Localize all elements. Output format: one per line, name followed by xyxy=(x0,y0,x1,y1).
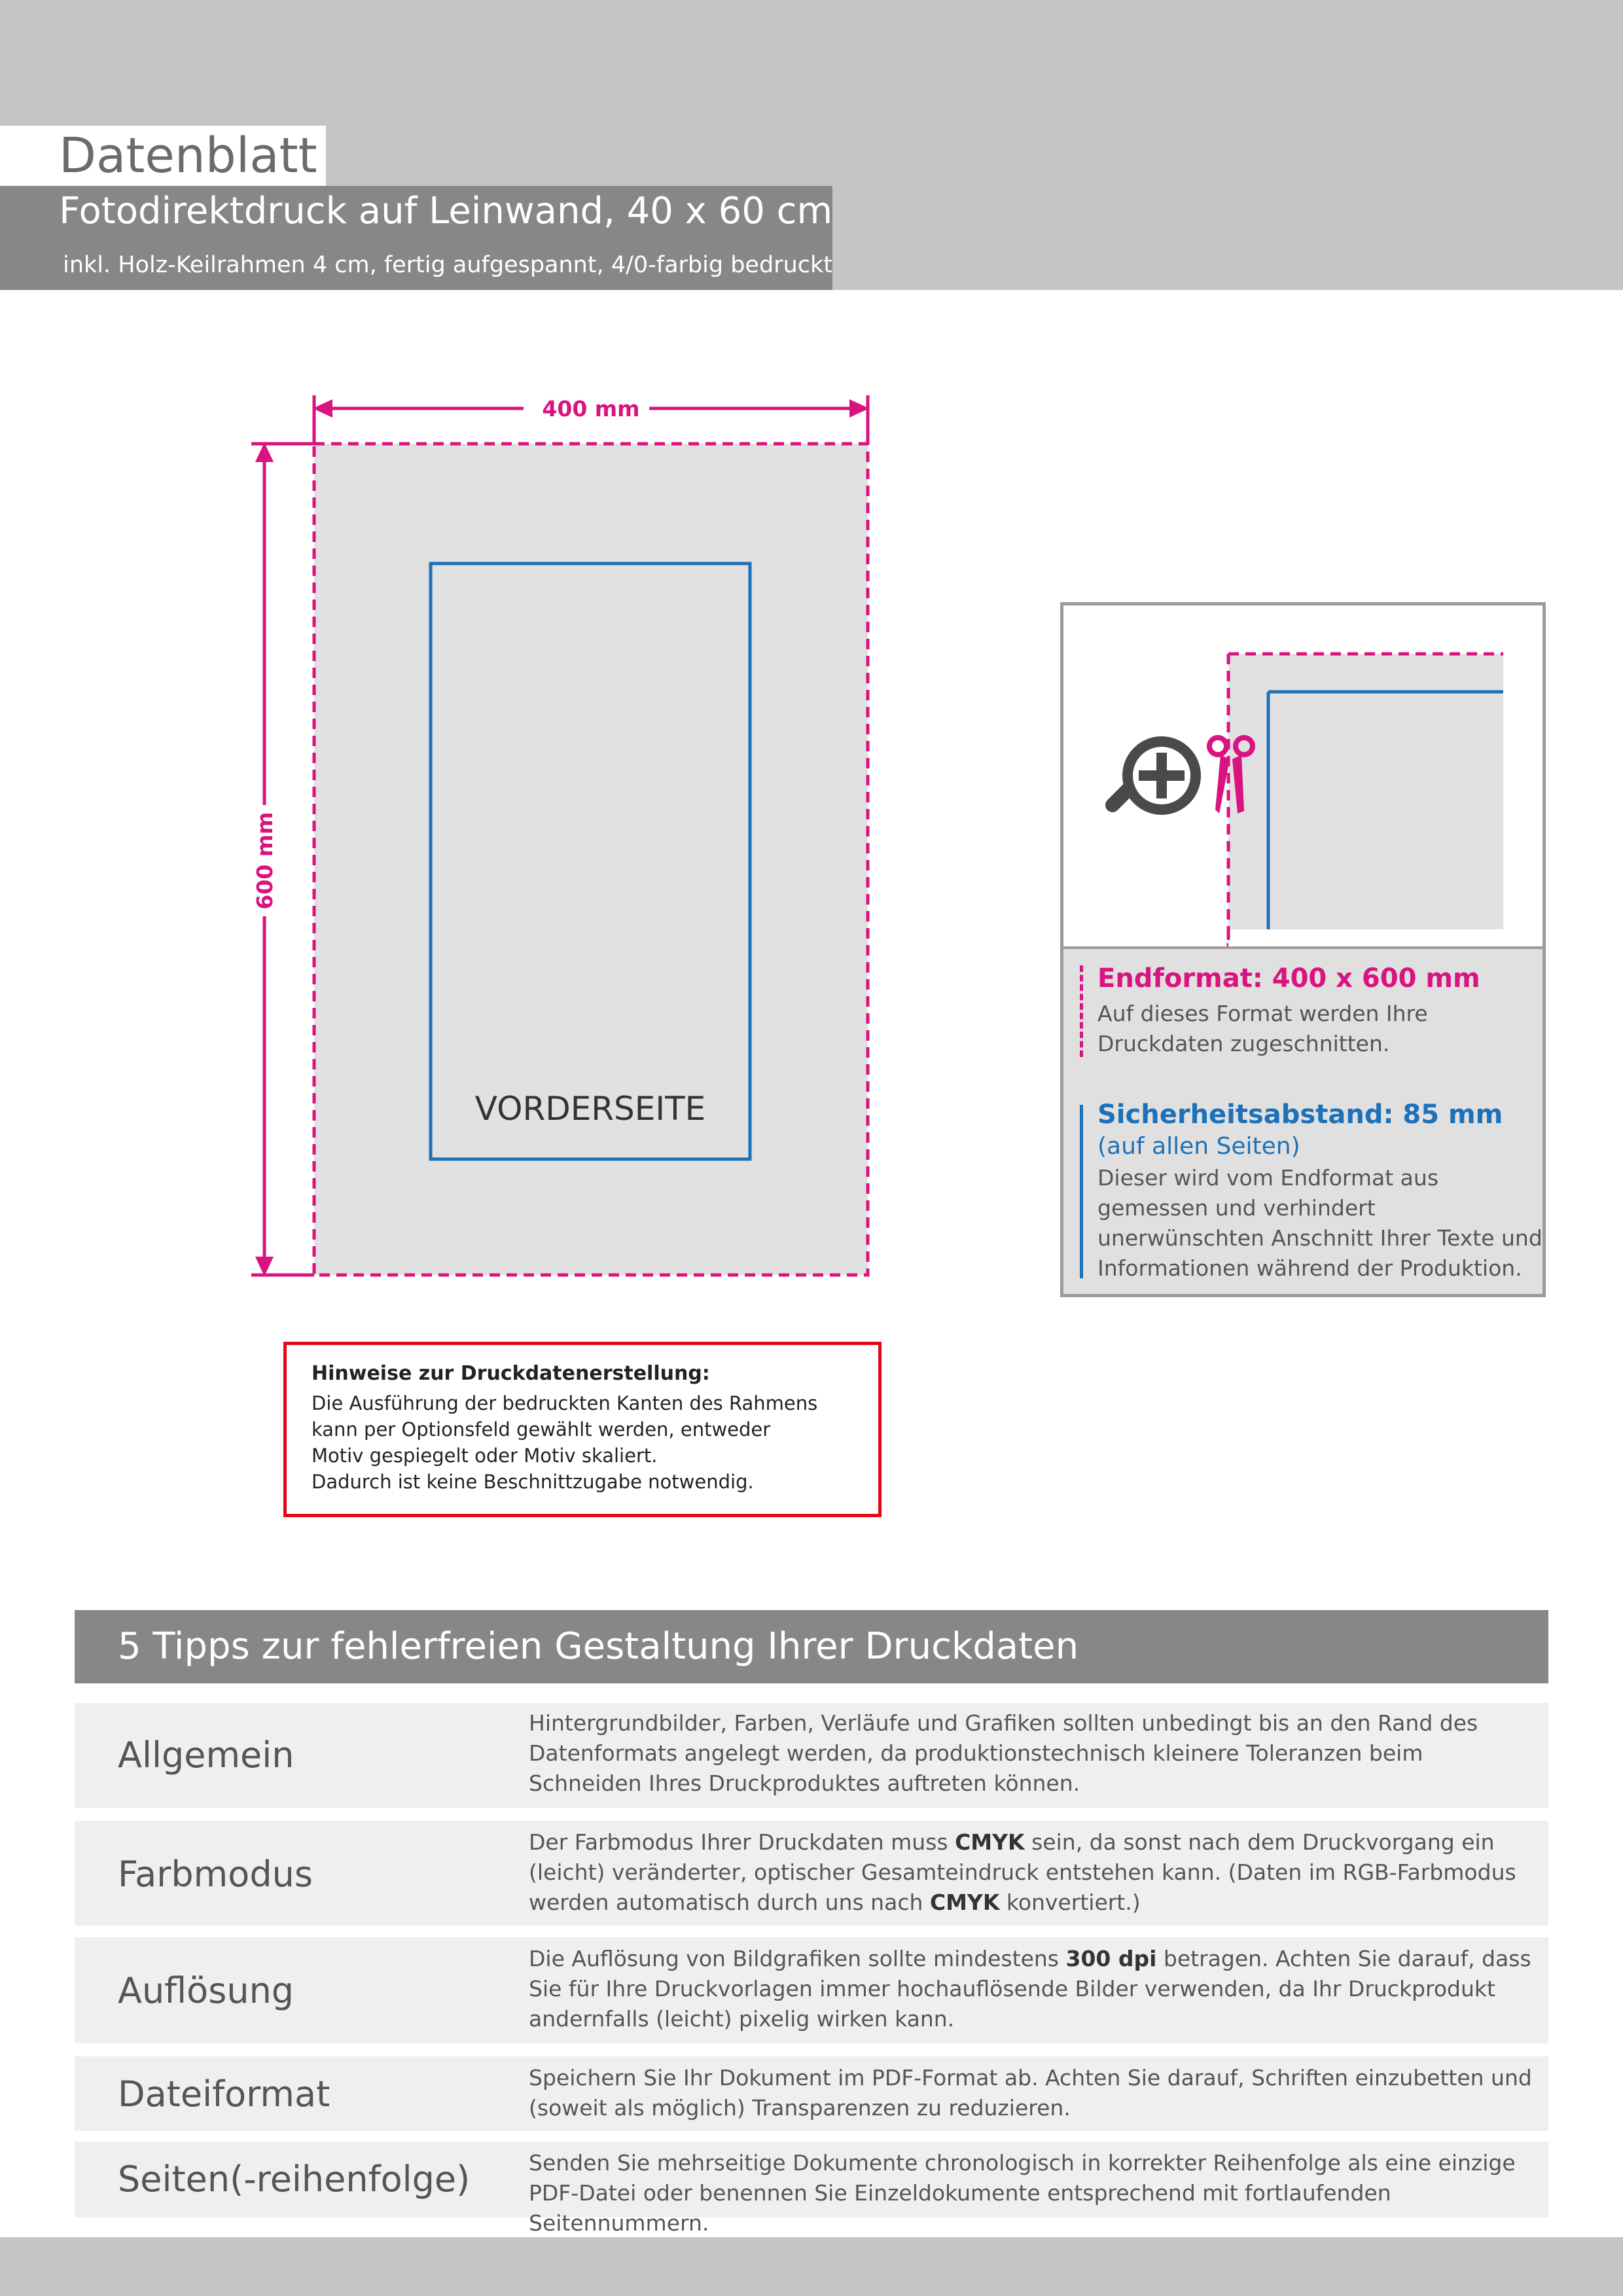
tip-text: Speichern Sie Ihr Dokument im PDF-Format ab. Achten Sie darauf, Schriften einzubetten und (soweit als möglich) Transparenzen zu reduzieren. xyxy=(529,2065,1532,2121)
safety-text: Dieser wird vom Endformat aus gemessen und verhindert unerwünschten Anschnitt Ihrer Texte und Informationen während der Produktion. xyxy=(1097,1165,1543,1281)
end-format-legend-bar xyxy=(1080,965,1083,1057)
page-subtitle: inkl. Holz-Keilrahmen 4 cm, fertig aufgespannt, 4/0-farbig bedruckt xyxy=(63,252,832,278)
tip-text: Die Auflösung von Bildgrafiken sollte mindestens 300 dpi betragen. Achten Sie darauf, dass Sie für Ihre Druckvorlagen immer hochauflösende Bilder verwenden, da Ihr Druckprodukt andernfalls (leicht) pixelig wirken kann. xyxy=(529,1946,1531,2032)
format-diagram xyxy=(0,367,916,1296)
hint-box xyxy=(283,1342,882,1517)
zoom-in-icon xyxy=(1113,742,1196,810)
cmyk-emphasis: CMYK xyxy=(929,1890,1000,1915)
end-format-area xyxy=(314,444,868,1275)
tips-title: 5 Tipps zur fehlerfreien Gestaltung Ihrer Druckdaten xyxy=(118,1625,1079,1668)
tip-row-seiten xyxy=(75,2142,1548,2236)
side-label: VORDERSEITE xyxy=(474,1090,706,1128)
tip-text: Hintergrundbilder, Farben, Verläufe und Grafiken sollten unbedingt bis an den Rand des Datenformats angelegt werden, da produktionstechnisch kleinere Toleranzen beim Schneiden Ihres Druckproduktes auftreten können. xyxy=(529,1710,1478,1796)
doc-label: Datenblatt xyxy=(59,128,317,184)
hint-line: Dadurch ist keine Beschnittzugabe notwendig. xyxy=(312,1471,754,1493)
end-format-title: Endformat: 400 x 600 mm xyxy=(1097,963,1480,994)
page-title: Fotodirektdruck auf Leinwand, 40 x 60 cm xyxy=(59,190,832,232)
height-label: 600 mm xyxy=(252,812,277,910)
tip-row-dateiformat xyxy=(75,2056,1548,2131)
width-label: 400 mm xyxy=(542,396,640,422)
bottom-band xyxy=(0,2237,1623,2296)
tip-label: Allgemein xyxy=(118,1734,294,1776)
tip-label: Dateiformat xyxy=(118,2073,330,2115)
safety-subtitle: (auf allen Seiten) xyxy=(1097,1133,1300,1160)
dpi-emphasis: 300 dpi xyxy=(1065,1946,1157,1971)
hint-line: Die Ausführung der bedruckten Kanten des Rahmens xyxy=(312,1392,818,1414)
hint-line: kann per Optionsfeld gewählt werden, entweder xyxy=(312,1418,771,1441)
cmyk-emphasis: CMYK xyxy=(955,1829,1025,1855)
zoom-detail-graphic xyxy=(1063,605,1543,946)
tip-label: Farbmodus xyxy=(118,1854,313,1895)
end-format-text: Auf dieses Format werden Ihre Druckdaten zugeschnitten. xyxy=(1097,1001,1428,1056)
safety-title: Sicherheitsabstand: 85 mm xyxy=(1097,1100,1503,1130)
tip-row-farbmodus xyxy=(75,1821,1548,1926)
zoom-divider xyxy=(1063,946,1543,949)
hint-line: Motiv gespiegelt oder Motiv skaliert. xyxy=(312,1444,658,1467)
safety-legend-bar xyxy=(1080,1105,1083,1278)
tip-label: Seiten(-reihenfolge) xyxy=(118,2159,471,2200)
tip-text: Der Farbmodus Ihrer Druckdaten muss CMYK sein, da sonst nach dem Druckvorgang ein (leicht) veränderter, optischer Gesamteindruck entstehen kann. (Daten im RGB-Farbmodus werden automatisch durch uns nach CMYK konvertiert.) xyxy=(529,1829,1516,1915)
hint-title: Hinweise zur Druckdatenerstellung: xyxy=(312,1362,710,1385)
tip-text: Senden Sie mehrseitige Dokumente chronologisch in korrekter Reihenfolge als eine einzige PDF-Datei oder benennen Sie Einzeldokumente entsprechend mit fortlaufenden Seitennummern. xyxy=(529,2150,1516,2236)
tip-row-allgemein xyxy=(75,1703,1548,1808)
tip-row-aufloesung xyxy=(75,1937,1548,2043)
tip-label: Auflösung xyxy=(118,1970,294,2011)
